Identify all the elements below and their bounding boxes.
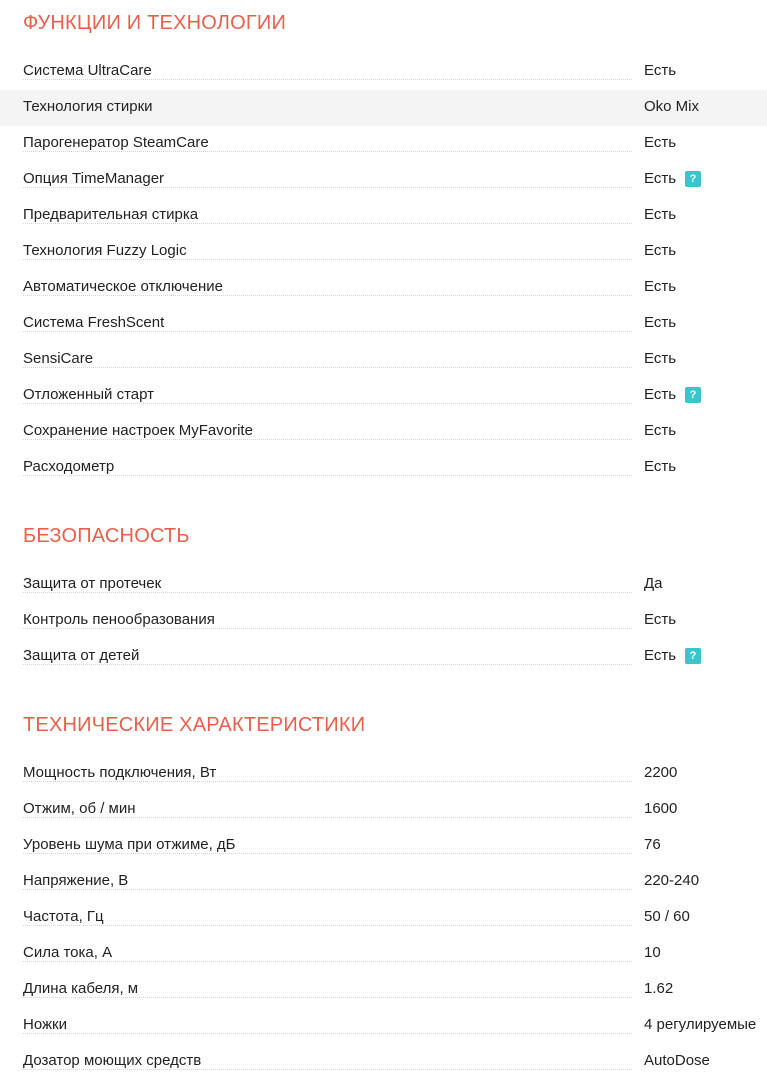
spec-row: [0, 1008, 767, 1044]
spec-value: [644, 458, 676, 476]
dotted-leader: [23, 925, 632, 926]
spec-name: Автоматическое отключение: [23, 278, 223, 295]
spec-name: Контроль пенообразования: [23, 611, 215, 628]
spec-name: Отложенный старт: [23, 386, 155, 403]
spec-value: [644, 872, 699, 890]
spec-value: [644, 242, 676, 260]
spec-row: [0, 198, 767, 234]
spec-value: [644, 647, 701, 665]
spec-value-text: 76: [644, 836, 661, 853]
spec-value: [644, 575, 663, 593]
question-mark-icon[interactable]: ?: [685, 648, 701, 664]
spec-value-text: AutoDose: [644, 1052, 710, 1069]
spec-value: [644, 350, 676, 368]
spec-name: Дозатор моющих средств: [23, 1052, 202, 1069]
spec-value-text: 50 / 60: [644, 908, 690, 925]
spec-row: [0, 54, 767, 90]
spec-row: [0, 936, 767, 972]
dotted-leader: [23, 961, 632, 962]
dotted-leader: [23, 1033, 632, 1034]
spec-row: [0, 639, 767, 675]
spec-value: [644, 944, 661, 962]
spec-value: [644, 836, 661, 854]
spec-name: Отжим, об / мин: [23, 800, 136, 817]
spec-value: [644, 98, 699, 116]
spec-value-text: Есть: [644, 170, 677, 187]
spec-row: [0, 90, 767, 126]
spec-value: [644, 314, 676, 332]
spec-value: [644, 1016, 756, 1034]
spec-value-text: Есть: [644, 62, 677, 79]
spec-name: Парогенератор SteamCare: [23, 134, 209, 151]
spec-value: [644, 62, 676, 80]
spec-value-text: Есть: [644, 611, 677, 628]
spec-value-text: Есть: [644, 422, 677, 439]
spec-row: [0, 414, 767, 450]
spec-value: [644, 908, 690, 926]
spec-value-text: Есть: [644, 458, 677, 475]
spec-row: [0, 828, 767, 864]
spec-row: [0, 270, 767, 306]
spec-list-specs: [0, 756, 767, 1080]
spec-name: Система UltraCare: [23, 62, 152, 79]
spec-name: Мощность подключения, Вт: [23, 764, 217, 781]
spec-value-text: Есть: [644, 206, 677, 223]
spec-value-text: 10: [644, 944, 661, 961]
spec-value-text: Есть: [644, 647, 677, 664]
spec-list-safety: [0, 567, 767, 675]
spec-name: Защита от протечек: [23, 575, 162, 592]
spec-row: [0, 603, 767, 639]
spec-row: [0, 378, 767, 414]
spec-value-text: 2200: [644, 764, 678, 781]
spec-name: Система FreshScent: [23, 314, 165, 331]
spec-value-text: 220-240: [644, 872, 700, 889]
spec-value: [644, 386, 701, 404]
spec-row: [0, 792, 767, 828]
spec-name: Напряжение, В: [23, 872, 129, 889]
question-mark-icon[interactable]: ?: [685, 387, 701, 403]
spec-value-text: 4 регулируемые: [644, 1016, 757, 1033]
spec-row: [0, 1044, 767, 1080]
section-title-features: ФУНКЦИИ И ТЕХНОЛОГИИ: [23, 12, 287, 34]
section-title-specs: ТЕХНИЧЕСКИЕ ХАРАКТЕРИСТИКИ: [23, 714, 366, 736]
spec-value-text: Oko Mix: [644, 98, 700, 115]
spec-row: [0, 126, 767, 162]
spec-row: [0, 900, 767, 936]
spec-name: Уровень шума при отжиме, дБ: [23, 836, 236, 853]
spec-value-text: Есть: [644, 278, 677, 295]
spec-value: [644, 611, 676, 629]
spec-value-text: Есть: [644, 386, 677, 403]
spec-name: Ножки: [23, 1016, 67, 1033]
spec-value-text: Есть: [644, 134, 677, 151]
spec-row: [0, 972, 767, 1008]
spec-row: [0, 306, 767, 342]
spec-name: Опция TimeManager: [23, 170, 165, 187]
dotted-leader: [23, 367, 632, 368]
spec-value-text: 1600: [644, 800, 678, 817]
spec-value: [644, 980, 673, 998]
spec-row: [0, 450, 767, 486]
spec-list-features: [0, 54, 767, 486]
spec-row: [0, 234, 767, 270]
spec-value: [644, 134, 676, 152]
spec-row: [0, 567, 767, 603]
spec-value: [644, 1052, 710, 1070]
spec-name: Технология стирки: [23, 98, 153, 115]
spec-row: [0, 342, 767, 378]
spec-name: Защита от детей: [23, 647, 140, 664]
spec-row: [0, 864, 767, 900]
spec-name: SensiCare: [23, 350, 94, 367]
spec-name: Длина кабеля, м: [23, 980, 139, 997]
spec-value-text: Да: [644, 575, 663, 592]
spec-name: Сохранение настроек MyFavorite: [23, 422, 253, 439]
spec-name: Технология Fuzzy Logic: [23, 242, 187, 259]
spec-name: Расходометр: [23, 458, 115, 475]
dotted-leader: [23, 475, 632, 476]
spec-value: [644, 800, 677, 818]
spec-value-text: Есть: [644, 350, 677, 367]
question-mark-icon[interactable]: ?: [685, 171, 701, 187]
section-title-safety: БЕЗОПАСНОСТЬ: [23, 525, 190, 547]
spec-name: Предварительная стирка: [23, 206, 199, 223]
spec-value: [644, 170, 701, 188]
spec-value-text: Есть: [644, 242, 677, 259]
spec-name: Частота, Гц: [23, 908, 104, 925]
spec-name: Сила тока, А: [23, 944, 113, 961]
spec-value-text: Есть: [644, 314, 677, 331]
spec-value-text: 1.62: [644, 980, 674, 997]
spec-value: [644, 764, 677, 782]
spec-row: [0, 756, 767, 792]
spec-value: [644, 206, 676, 224]
spec-row: [0, 162, 767, 198]
spec-value: [644, 278, 676, 296]
spec-value: [644, 422, 676, 440]
